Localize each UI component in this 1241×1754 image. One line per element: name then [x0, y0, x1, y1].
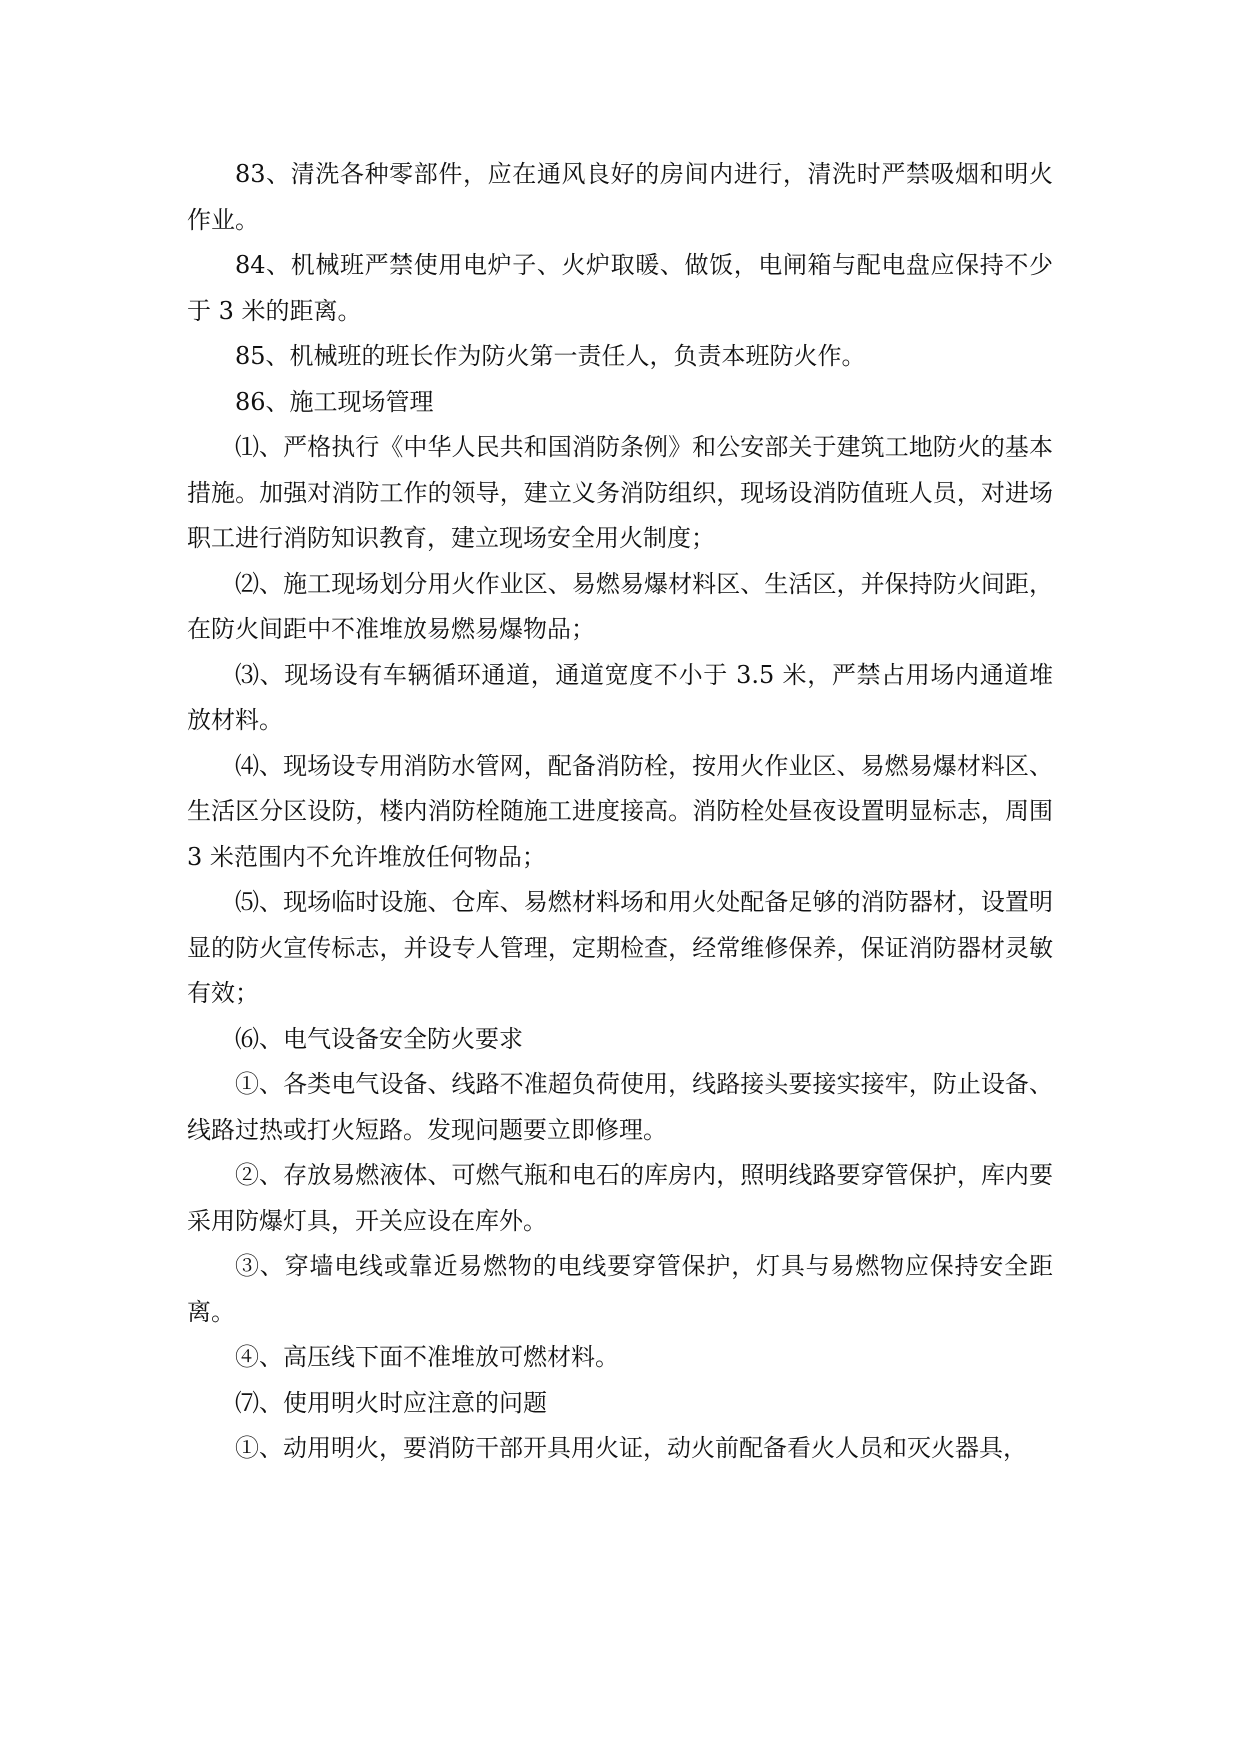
paragraph-86-item-5: ⑸、现场临时设施、仓库、易燃材料场和用火处配备足够的消防器材，设置明显的防火宣传标志，并设专人管理，定期检查，经常维修保养，保证消防器材灵敏有效；	[187, 888, 1053, 1007]
paragraph-86-item-3: ⑶、现场设有车辆循环通道，通道宽度不小于 3.5 米，严禁占用场内通道堆放材料。	[187, 660, 1053, 734]
paragraph-86-item-6-heading: ⑹、电气设备安全防火要求	[235, 1024, 523, 1053]
paragraph-86-item-7-heading: ⑺、使用明火时应注意的问题	[235, 1388, 547, 1417]
paragraph-84: 84、机械班严禁使用电炉子、火炉取暖、做饭，电闸箱与配电盘应保持不少于 3 米的距离。	[187, 251, 1053, 325]
paragraph-85: 85、机械班的班长作为防火第一责任人，负责本班防火作。	[235, 342, 866, 370]
paragraph-86-item-6-sub-4: ④、高压线下面不准堆放可燃材料。	[235, 1343, 619, 1371]
paragraph-83: 83、清洗各种零部件，应在通风良好的房间内进行，清洗时严禁吸烟和明火作业。	[187, 160, 1053, 234]
document-body	[187, 152, 1053, 1472]
paragraph-86-heading: 86、施工现场管理	[235, 387, 434, 416]
paragraph-86-item-6-sub-1: ①、各类电气设备、线路不准超负荷使用，线路接头要接实接牢，防止设备、线路过热或打火短路。发现问题要立即修理。	[187, 1070, 1053, 1144]
paragraph-86-item-6-sub-3: ③、穿墙电线或靠近易燃物的电线要穿管保护，灯具与易燃物应保持安全距离。	[187, 1252, 1053, 1326]
paragraph-86-item-1: ⑴、严格执行《中华人民共和国消防条例》和公安部关于建筑工地防火的基本措施。加强对消防工作的领导，建立义务消防组织，现场设消防值班人员，对进场职工进行消防知识教育，建立现场安全用火制度；	[187, 433, 1053, 552]
paragraph-86-item-6-sub-2: ②、存放易燃液体、可燃气瓶和电石的库房内，照明线路要穿管保护，库内要采用防爆灯具，开关应设在库外。	[187, 1161, 1053, 1235]
paragraph-86-item-4: ⑷、现场设专用消防水管网，配备消防栓，按用火作业区、易燃易爆材料区、生活区分区设防，楼内消防栓随施工进度接高。消防栓处昼夜设置明显标志，周围 3 米范围内不允许堆放任何物品；	[187, 751, 1053, 871]
paragraph-86-item-7-sub-1: ①、动用明火，要消防干部开具用火证，动火前配备看火人员和灭火器具，	[235, 1434, 1027, 1462]
paragraph-86-item-2: ⑵、施工现场划分用火作业区、易燃易爆材料区、生活区，并保持防火间距，在防火间距中不准堆放易燃易爆物品；	[187, 569, 1053, 643]
